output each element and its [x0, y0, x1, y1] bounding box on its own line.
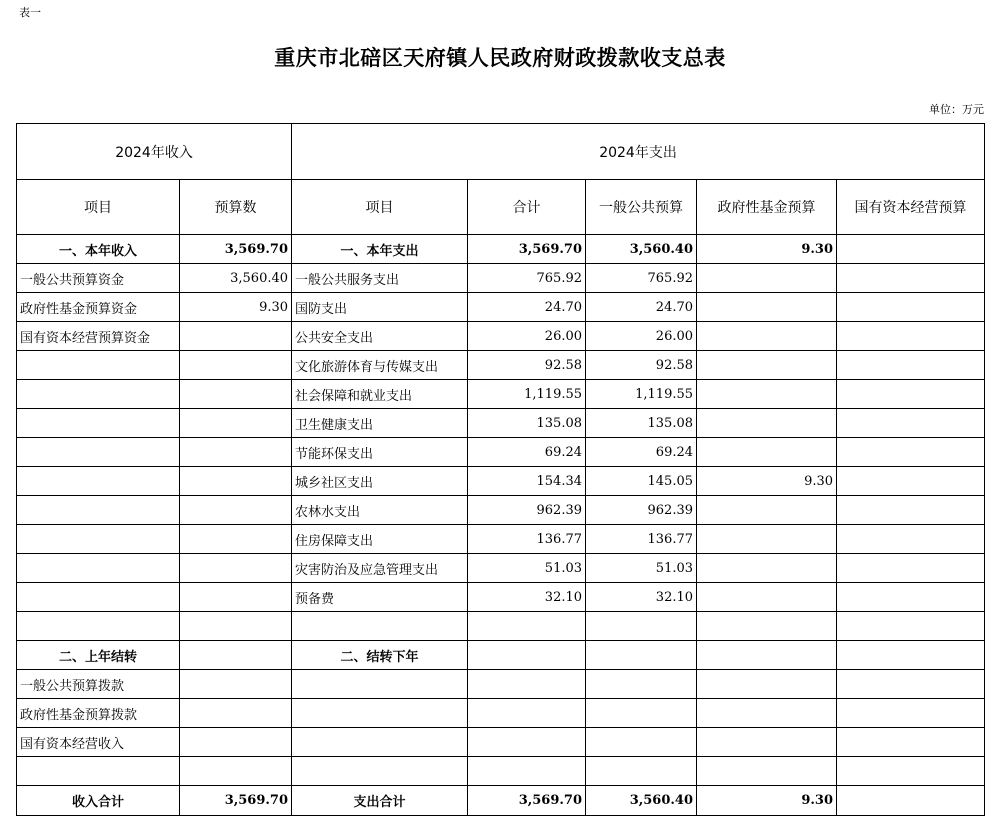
- gov-fund-cell: [697, 699, 837, 728]
- gov-fund-cell: [697, 757, 837, 786]
- gov-fund-cell: [697, 583, 837, 612]
- soe-cell: [837, 641, 985, 670]
- column-header-row: [17, 180, 985, 235]
- unit-label: 单位：万元: [929, 103, 984, 116]
- total-cell: [468, 728, 586, 757]
- gov-fund-cell: 9.30: [697, 235, 837, 264]
- income-item-cell: 一、本年收入: [17, 235, 180, 264]
- total-cell: 24.70: [468, 293, 586, 322]
- expense-item-cell: 住房保障支出: [292, 525, 468, 554]
- gov-fund-cell: [697, 264, 837, 293]
- col-soe-budget: 国有资本经营预算: [837, 180, 985, 235]
- income-item-cell: 国有资本经营收入: [17, 728, 180, 757]
- gov-fund-cell: [697, 351, 837, 380]
- expense-item-cell: 节能环保支出: [292, 438, 468, 467]
- general-budget-cell: [586, 757, 697, 786]
- income-amount-cell: [180, 641, 292, 670]
- table-row: [17, 757, 985, 786]
- total-cell: 32.10: [468, 583, 586, 612]
- general-budget-cell: [586, 641, 697, 670]
- gov-fund-cell: [697, 728, 837, 757]
- table-row: [17, 583, 985, 612]
- expense-item-cell: 一、本年支出: [292, 235, 468, 264]
- income-item-cell: [17, 525, 180, 554]
- general-budget-cell: 69.24: [586, 438, 697, 467]
- gov-fund-cell: [697, 641, 837, 670]
- budget-summary-table: [16, 123, 985, 816]
- income-amount-cell: [180, 438, 292, 467]
- general-budget-cell: 92.58: [586, 351, 697, 380]
- income-item-cell: 国有资本经营预算资金: [17, 322, 180, 351]
- general-budget-cell: 24.70: [586, 293, 697, 322]
- income-amount-cell: [180, 554, 292, 583]
- income-amount-cell: [180, 525, 292, 554]
- income-amount-cell: [180, 351, 292, 380]
- income-item-cell: 一般公共预算资金: [17, 264, 180, 293]
- col-expense-item: 项目: [292, 180, 468, 235]
- col-income-budget: 预算数: [180, 180, 292, 235]
- table-row: [17, 351, 985, 380]
- expense-item-cell: 卫生健康支出: [292, 409, 468, 438]
- soe-cell: [837, 612, 985, 641]
- table-row: [17, 293, 985, 322]
- general-budget-cell: [586, 670, 697, 699]
- soe-cell: [837, 351, 985, 380]
- income-amount-cell: [180, 409, 292, 438]
- income-item-cell: [17, 409, 180, 438]
- general-budget-cell: 135.08: [586, 409, 697, 438]
- expense-item-cell: 国防支出: [292, 293, 468, 322]
- expense-item-cell: 公共安全支出: [292, 322, 468, 351]
- expense-section-header: 2024年支出: [292, 124, 985, 180]
- table-row: [17, 438, 985, 467]
- expense-item-cell: [292, 612, 468, 641]
- soe-cell: [837, 409, 985, 438]
- total-cell: 962.39: [468, 496, 586, 525]
- gov-fund-cell: [697, 380, 837, 409]
- total-cell: [468, 612, 586, 641]
- soe-cell: [837, 699, 985, 728]
- soe-cell: [837, 583, 985, 612]
- general-budget-cell: [586, 728, 697, 757]
- col-gov-fund-budget: 政府性基金预算: [697, 180, 837, 235]
- soe-cell: [837, 554, 985, 583]
- income-item-cell: [17, 351, 180, 380]
- table-body: [17, 124, 985, 816]
- expense-item-cell: 灾害防治及应急管理支出: [292, 554, 468, 583]
- income-item-cell: [17, 496, 180, 525]
- general-budget-cell: [586, 612, 697, 641]
- col-income-item: 项目: [17, 180, 180, 235]
- total-cell: 92.58: [468, 351, 586, 380]
- income-amount-cell: [180, 496, 292, 525]
- soe-cell: [837, 496, 985, 525]
- gov-fund-cell: [697, 496, 837, 525]
- income-item-cell: [17, 438, 180, 467]
- soe-cell: [837, 380, 985, 409]
- general-budget-cell: 3,560.40: [586, 786, 697, 816]
- soe-cell: [837, 293, 985, 322]
- expense-item-cell: 支出合计: [292, 786, 468, 816]
- general-budget-cell: 1,119.55: [586, 380, 697, 409]
- soe-cell: [837, 670, 985, 699]
- general-budget-cell: 51.03: [586, 554, 697, 583]
- expense-item-cell: [292, 757, 468, 786]
- soe-cell: [837, 438, 985, 467]
- general-budget-cell: [586, 699, 697, 728]
- gov-fund-cell: [697, 322, 837, 351]
- table-label: 表一: [19, 6, 41, 19]
- total-cell: [468, 699, 586, 728]
- gov-fund-cell: 9.30: [697, 467, 837, 496]
- total-cell: 3,569.70: [468, 786, 586, 816]
- total-cell: 765.92: [468, 264, 586, 293]
- expense-item-cell: 文化旅游体育与传媒支出: [292, 351, 468, 380]
- income-amount-cell: [180, 757, 292, 786]
- general-budget-cell: 136.77: [586, 525, 697, 554]
- income-amount-cell: 9.30: [180, 293, 292, 322]
- income-item-cell: 收入合计: [17, 786, 180, 816]
- soe-cell: [837, 525, 985, 554]
- gov-fund-cell: [697, 438, 837, 467]
- income-item-cell: 一般公共预算拨款: [17, 670, 180, 699]
- total-cell: [468, 670, 586, 699]
- expense-item-cell: 一般公共服务支出: [292, 264, 468, 293]
- soe-cell: [837, 467, 985, 496]
- table-row: [17, 641, 985, 670]
- total-cell: [468, 757, 586, 786]
- soe-cell: [837, 322, 985, 351]
- expense-item-cell: 城乡社区支出: [292, 467, 468, 496]
- table-row: [17, 612, 985, 641]
- income-amount-cell: [180, 322, 292, 351]
- gov-fund-cell: 9.30: [697, 786, 837, 816]
- col-total: 合计: [468, 180, 586, 235]
- general-budget-cell: 962.39: [586, 496, 697, 525]
- table-row: [17, 699, 985, 728]
- table-row: [17, 322, 985, 351]
- income-item-cell: [17, 757, 180, 786]
- gov-fund-cell: [697, 525, 837, 554]
- income-amount-cell: [180, 670, 292, 699]
- total-cell: [468, 641, 586, 670]
- table-row: [17, 264, 985, 293]
- total-cell: 135.08: [468, 409, 586, 438]
- total-cell: 3,569.70: [468, 235, 586, 264]
- gov-fund-cell: [697, 612, 837, 641]
- income-section-header: 2024年收入: [17, 124, 292, 180]
- gov-fund-cell: [697, 554, 837, 583]
- expense-item-cell: [292, 699, 468, 728]
- income-item-cell: 二、上年结转: [17, 641, 180, 670]
- table-row: [17, 467, 985, 496]
- table-row: [17, 496, 985, 525]
- income-item-cell: [17, 467, 180, 496]
- income-item-cell: [17, 380, 180, 409]
- gov-fund-cell: [697, 293, 837, 322]
- income-amount-cell: [180, 467, 292, 496]
- page-title: 重庆市北碚区天府镇人民政府财政拨款收支总表: [274, 45, 726, 70]
- income-item-cell: [17, 583, 180, 612]
- total-cell: 154.34: [468, 467, 586, 496]
- gov-fund-cell: [697, 670, 837, 699]
- income-amount-cell: [180, 583, 292, 612]
- general-budget-cell: 26.00: [586, 322, 697, 351]
- total-cell: 1,119.55: [468, 380, 586, 409]
- gov-fund-cell: [697, 409, 837, 438]
- soe-cell: [837, 235, 985, 264]
- general-budget-cell: 32.10: [586, 583, 697, 612]
- table-row: [17, 409, 985, 438]
- income-amount-cell: [180, 728, 292, 757]
- table-row: [17, 235, 985, 264]
- income-amount-cell: [180, 699, 292, 728]
- expense-item-cell: 社会保障和就业支出: [292, 380, 468, 409]
- income-item-cell: [17, 612, 180, 641]
- soe-cell: [837, 757, 985, 786]
- total-cell: 69.24: [468, 438, 586, 467]
- total-cell: 136.77: [468, 525, 586, 554]
- income-amount-cell: [180, 612, 292, 641]
- expense-item-cell: 二、结转下年: [292, 641, 468, 670]
- income-item-cell: 政府性基金预算资金: [17, 293, 180, 322]
- expense-item-cell: 预备费: [292, 583, 468, 612]
- total-cell: 26.00: [468, 322, 586, 351]
- income-amount-cell: [180, 380, 292, 409]
- general-budget-cell: 145.05: [586, 467, 697, 496]
- general-budget-cell: 3,560.40: [586, 235, 697, 264]
- expense-item-cell: 农林水支出: [292, 496, 468, 525]
- table-row: [17, 554, 985, 583]
- col-general-budget: 一般公共预算: [586, 180, 697, 235]
- section-header-row: [17, 124, 985, 180]
- table-row: [17, 670, 985, 699]
- table-row: [17, 728, 985, 757]
- total-cell: 51.03: [468, 554, 586, 583]
- income-amount-cell: 3,569.70: [180, 235, 292, 264]
- table-row: [17, 525, 985, 554]
- expense-item-cell: [292, 728, 468, 757]
- table-row: [17, 380, 985, 409]
- income-item-cell: [17, 554, 180, 583]
- soe-cell: [837, 728, 985, 757]
- table-row: [17, 786, 985, 816]
- income-amount-cell: 3,560.40: [180, 264, 292, 293]
- soe-cell: [837, 786, 985, 816]
- income-amount-cell: 3,569.70: [180, 786, 292, 816]
- soe-cell: [837, 264, 985, 293]
- income-item-cell: 政府性基金预算拨款: [17, 699, 180, 728]
- general-budget-cell: 765.92: [586, 264, 697, 293]
- expense-item-cell: [292, 670, 468, 699]
